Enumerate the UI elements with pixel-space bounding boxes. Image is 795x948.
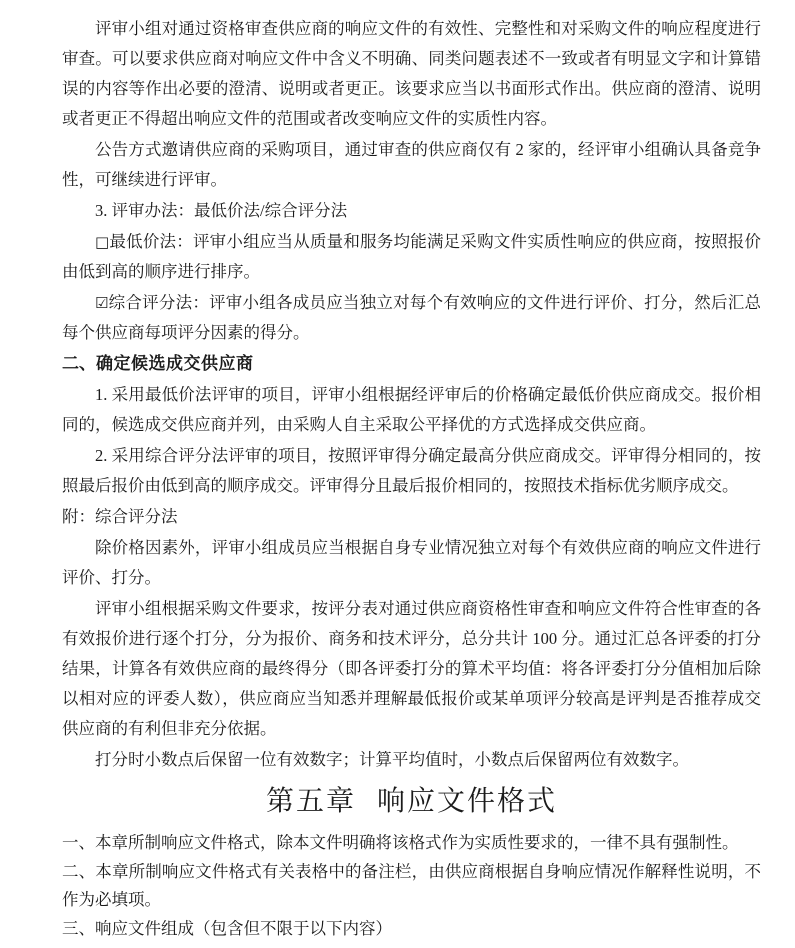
para-scoring-procedure: 评审小组根据采购文件要求，按评分表对通过供应商资格性审查和响应文件符合性审查的各有效报价进行逐个打分，分为报价、商务和技术评分，总分共计 100 分。通过汇总各评委的打分结果，计算各有效供应商的最终得分（即各评委打分的算术平均值：将各评委打分分值相加后除以相对应的评委人数），供应商应当知悉并理解最低报价或某单项评分较高是评判是否推荐成交供应商的有利但非充分依据。	[62, 599, 761, 738]
chapter-heading: 第五章 响应文件格式	[265, 786, 557, 817]
item-format-not-mandatory: 一、本章所制响应文件格式，除本文件明确将该格式作为实质性要求的，一律不具有强制性。	[62, 833, 739, 852]
option-lowest-price-method	[62, 227, 761, 287]
option-comprehensive-scoring-text: 综合评分法：评审小组各成员应当独立对每个有效响应的文件进行评价、打分，然后汇总每个供应商每项评分因素的得分。	[62, 293, 761, 342]
para-two-suppliers-competitive: 公告方式邀请供应商的采购项目，通过审查的供应商仅有 2 家的，经评审小组确认具备竞争性，可继续进行评审。	[62, 140, 761, 189]
para-comprehensive-award-rule: 2. 采用综合评分法评审的项目，按照评审得分确定最高分供应商成交。评审得分相同的，按照最后报价由低到高的顺序成交。评审得分且最后报价相同的，按照技术指标优劣顺序成交。	[62, 446, 761, 495]
option-comprehensive-scoring	[62, 288, 761, 348]
para-independent-scoring: 除价格因素外，评审小组成员应当根据自身专业情况独立对每个有效供应商的响应文件进行评价、打分。	[62, 538, 761, 587]
para-evaluation-method: 3. 评审办法：最低价法/综合评分法	[95, 201, 348, 220]
heading-number: 二、	[62, 354, 96, 373]
para-lowest-price-award-rule: 1. 采用最低价法评审的项目，评审小组根据经评审后的价格确定最低价供应商成交。报价相同的，候选成交供应商并列，由采购人自主采取公平择优的方式选择成交供应商。	[62, 385, 761, 434]
para-clarification-review: 评审小组对通过资格审查供应商的响应文件的有效性、完整性和对采购文件的响应程度进行审查。可以要求供应商对响应文件中含义不明确、同类问题表述不一致或者有明显文字和计算错误的内容等作出必要的澄清、说明或者更正。该要求应当以书面形式作出。供应商的澄清、说明或者更正不得超出响应文件的范围或者改变响应文件的实质性内容。	[62, 19, 761, 128]
heading-determine-candidate-supplier	[62, 349, 761, 379]
heading-title: 确定候选成交供应商	[96, 354, 254, 373]
option-lowest-price-text: 最低价法：评审小组应当从质量和服务均能满足采购文件实质性响应的供应商，按照报价由低到高的顺序进行排序。	[62, 232, 761, 281]
checkbox-checked-icon: ☑	[95, 294, 109, 312]
item-response-doc-composition: 三、响应文件组成（包含但不限于以下内容）	[62, 918, 392, 938]
checkbox-unchecked-icon: □	[95, 233, 110, 251]
label-appendix-comprehensive-scoring: 附：综合评分法	[62, 507, 178, 526]
para-decimal-precision: 打分时小数点后保留一位有效数字；计算平均值时，小数点后保留两位有效数字。	[95, 750, 689, 769]
item-remarks-column: 二、本章所制响应文件格式有关表格中的备注栏，由供应商根据自身响应情况作解释性说明，不作为必填项。	[62, 861, 761, 909]
